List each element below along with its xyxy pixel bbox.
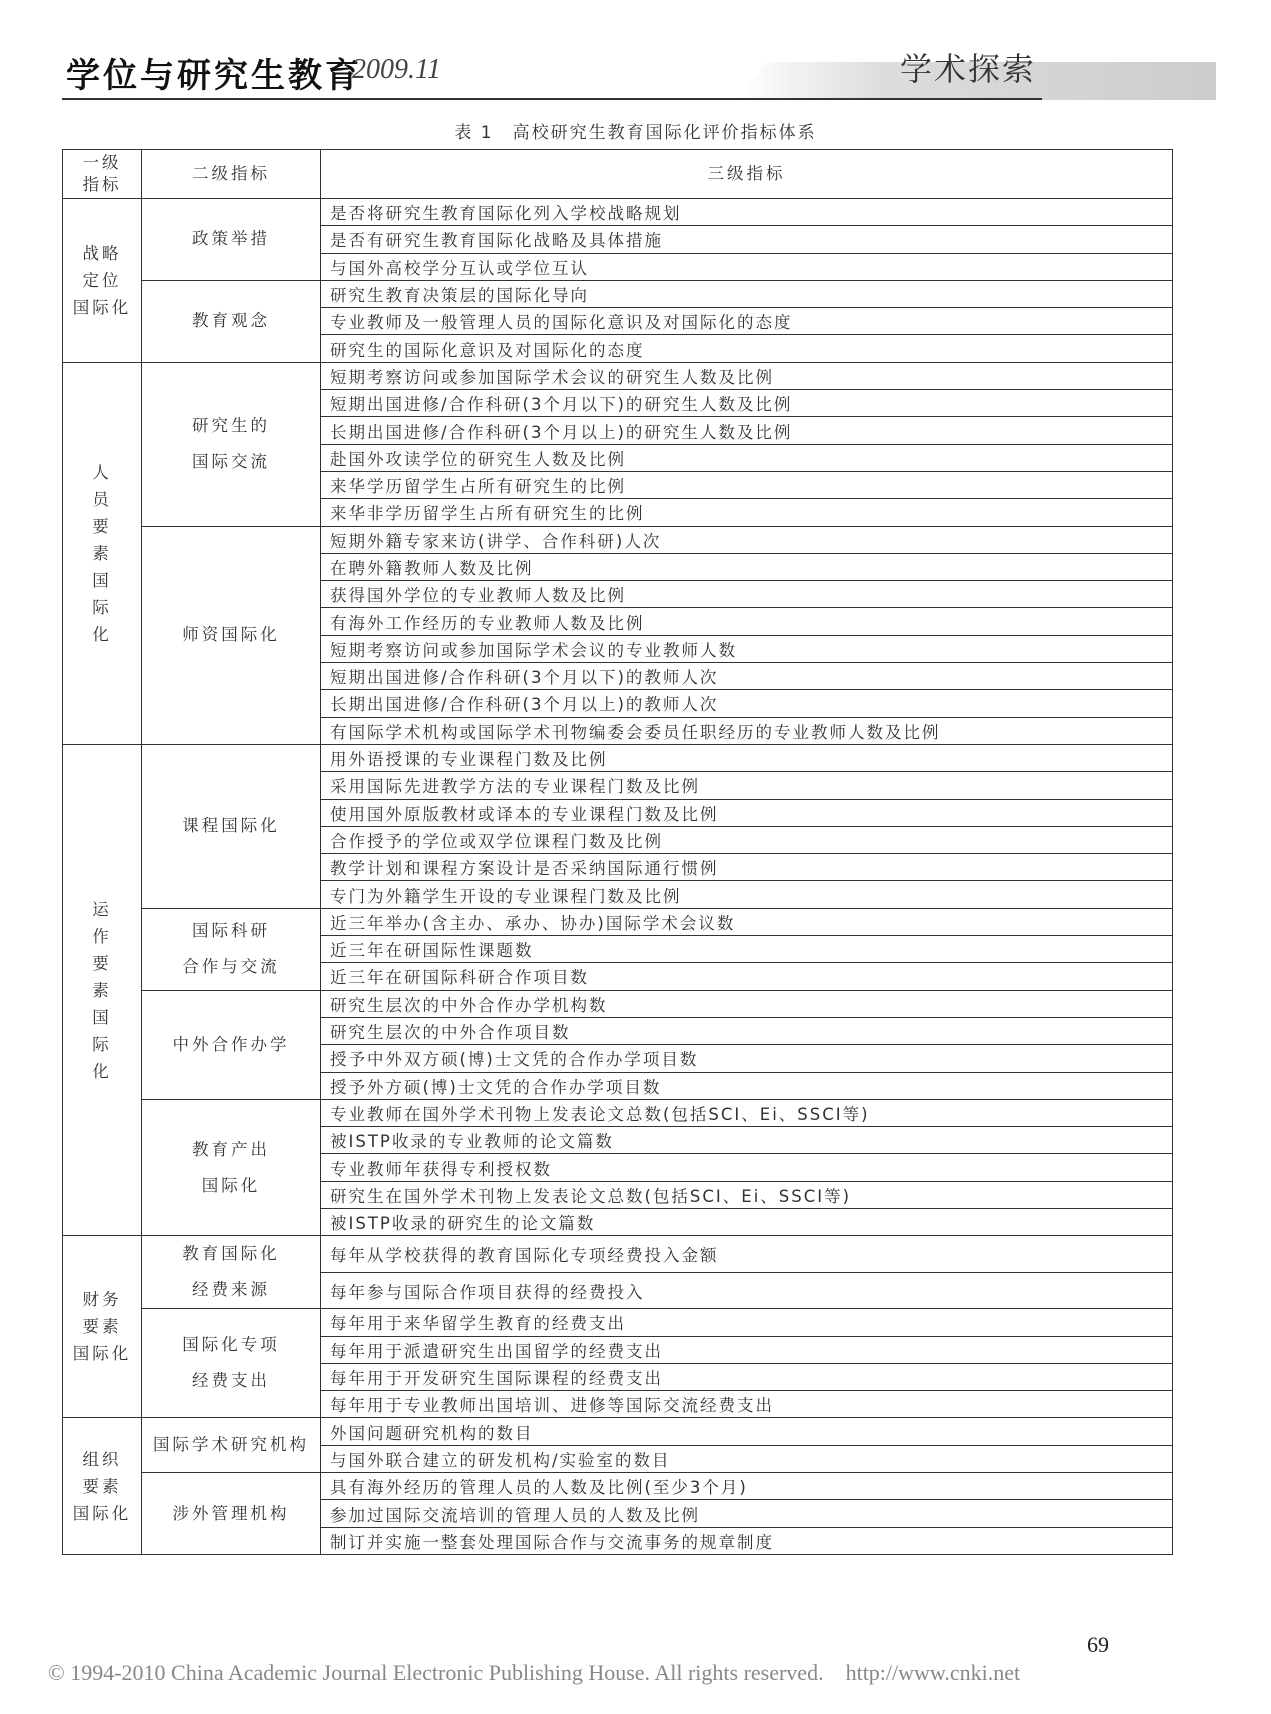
level3-indicator: 用外语授课的专业课程门数及比例: [321, 744, 1173, 771]
level3-indicator: 专业教师年获得专利授权数: [321, 1154, 1173, 1181]
level2-indicator: 国际科研 合作与交流: [142, 908, 321, 990]
level3-indicator: 短期考察访问或参加国际学术会议的专业教师人数: [321, 635, 1173, 662]
level3-indicator: 外国问题研究机构的数目: [321, 1418, 1173, 1445]
level3-indicator: 教学计划和课程方案设计是否采纳国际通行惯例: [321, 854, 1173, 881]
level3-indicator: 是否有研究生教育国际化战略及具体措施: [321, 226, 1173, 253]
level3-indicator: 与国外高校学分互认或学位互认: [321, 253, 1173, 280]
level2-indicator: 政策举措: [142, 199, 321, 281]
level3-indicator: 使用国外原版教材或译本的专业课程门数及比例: [321, 799, 1173, 826]
level2-indicator: 中外合作办学: [142, 990, 321, 1099]
level3-indicator: 研究生层次的中外合作办学机构数: [321, 990, 1173, 1017]
level3-indicator: 专业教师及一般管理人员的国际化意识及对国际化的态度: [321, 308, 1173, 335]
level2-indicator: 教育国际化 经费来源: [142, 1236, 321, 1309]
level1-indicator: 战略 定位 国际化: [63, 199, 142, 363]
table-row: [63, 280, 1173, 307]
copyright-text: © 1994-2010 China Academic Journal Electronic Publishing House. All rights reserved.: [48, 1660, 824, 1685]
table-row: [63, 1418, 1173, 1445]
level3-indicator: 研究生层次的中外合作项目数: [321, 1017, 1173, 1044]
table-row: [63, 1473, 1173, 1500]
level2-indicator: 教育产出 国际化: [142, 1099, 321, 1235]
section-title: 学术探索: [900, 50, 1037, 88]
col-header-level3: 三级指标: [321, 150, 1173, 199]
level3-indicator: 近三年在研国际性课题数: [321, 936, 1173, 963]
table-row: [63, 199, 1173, 226]
level3-indicator: 近三年在研国际科研合作项目数: [321, 963, 1173, 990]
table-row: [63, 1309, 1173, 1336]
issue-number: 2009.11: [352, 54, 441, 85]
level3-indicator: 专业教师在国外学术刊物上发表论文总数(包括SCI、Ei、SSCI等): [321, 1099, 1173, 1126]
level3-indicator: 近三年举办(含主办、承办、协办)国际学术会议数: [321, 908, 1173, 935]
level3-indicator: 每年用于派遣研究生出国留学的经费支出: [321, 1336, 1173, 1363]
level3-indicator: 每年用于来华留学生教育的经费支出: [321, 1309, 1173, 1336]
col-header-level1: 一级 指标: [63, 150, 142, 199]
table-row: [63, 990, 1173, 1017]
level1-indicator: 人 员 要 素 国 际 化: [63, 362, 142, 744]
level3-indicator: 每年从学校获得的教育国际化专项经费投入金额: [321, 1236, 1173, 1273]
level3-indicator: 专门为外籍学生开设的专业课程门数及比例: [321, 881, 1173, 908]
table-row: [63, 1099, 1173, 1126]
level2-indicator: 国际学术研究机构: [142, 1418, 321, 1473]
level2-indicator: 师资国际化: [142, 526, 321, 744]
level3-indicator: 合作授予的学位或双学位课程门数及比例: [321, 826, 1173, 853]
header-rule: [62, 98, 1042, 100]
table-body: [63, 199, 1173, 1555]
level3-indicator: 授予中外双方硕(博)士文凭的合作办学项目数: [321, 1045, 1173, 1072]
level3-indicator: 研究生的国际化意识及对国际化的态度: [321, 335, 1173, 362]
level3-indicator: 参加过国际交流培训的管理人员的人数及比例: [321, 1500, 1173, 1527]
level3-indicator: 研究生在国外学术刊物上发表论文总数(包括SCI、Ei、SSCI等): [321, 1181, 1173, 1208]
level3-indicator: 有海外工作经历的专业教师人数及比例: [321, 608, 1173, 635]
table-header-row: [63, 150, 1173, 199]
level3-indicator: 短期外籍专家来访(讲学、合作科研)人次: [321, 526, 1173, 553]
level3-indicator: 采用国际先进教学方法的专业课程门数及比例: [321, 772, 1173, 799]
level3-indicator: 具有海外经历的管理人员的人数及比例(至少3个月): [321, 1473, 1173, 1500]
level3-indicator: 短期出国进修/合作科研(3个月以下)的教师人次: [321, 663, 1173, 690]
level3-indicator: 来华非学历留学生占所有研究生的比例: [321, 499, 1173, 526]
level3-indicator: 每年用于开发研究生国际课程的经费支出: [321, 1363, 1173, 1390]
table-row: [63, 744, 1173, 771]
level3-indicator: 长期出国进修/合作科研(3个月以上)的研究生人数及比例: [321, 417, 1173, 444]
level3-indicator: 长期出国进修/合作科研(3个月以上)的教师人次: [321, 690, 1173, 717]
level3-indicator: 制订并实施一整套处理国际合作与交流事务的规章制度: [321, 1527, 1173, 1554]
site-url: http://www.cnki.net: [845, 1660, 1021, 1685]
level3-indicator: 短期出国进修/合作科研(3个月以下)的研究生人数及比例: [321, 390, 1173, 417]
level3-indicator: 在聘外籍教师人数及比例: [321, 553, 1173, 580]
table-row: [63, 908, 1173, 935]
level1-indicator: 组织 要素 国际化: [63, 1418, 142, 1554]
copyright-line: [48, 1660, 1020, 1686]
level3-indicator: 被ISTP收录的研究生的论文篇数: [321, 1208, 1173, 1235]
table-caption: 表 1 高校研究生教育国际化评价指标体系: [454, 123, 817, 143]
level3-indicator: 每年用于专业教师出国培训、进修等国际交流经费支出: [321, 1391, 1173, 1418]
indicator-table: [62, 149, 1173, 1555]
level2-indicator: 涉外管理机构: [142, 1473, 321, 1555]
journal-title: 学位与研究生教育: [66, 56, 362, 96]
level3-indicator: 与国外联合建立的研发机构/实验室的数目: [321, 1445, 1173, 1472]
level2-indicator: 课程国际化: [142, 744, 321, 908]
level3-indicator: 研究生教育决策层的国际化导向: [321, 280, 1173, 307]
table-row: [63, 1236, 1173, 1273]
table-row: [63, 362, 1173, 389]
table-row: [63, 526, 1173, 553]
col-header-level2: 二级指标: [142, 150, 321, 199]
level3-indicator: 授予外方硕(博)士文凭的合作办学项目数: [321, 1072, 1173, 1099]
level3-indicator: 每年参与国际合作项目获得的经费投入: [321, 1272, 1173, 1309]
level1-indicator: 财务 要素 国际化: [63, 1236, 142, 1418]
level2-indicator: 研究生的 国际交流: [142, 362, 321, 526]
level3-indicator: 被ISTP收录的专业教师的论文篇数: [321, 1127, 1173, 1154]
level1-indicator: 运 作 要 素 国 际 化: [63, 744, 142, 1235]
level3-indicator: 是否将研究生教育国际化列入学校战略规划: [321, 199, 1173, 226]
level2-indicator: 教育观念: [142, 280, 321, 362]
page-number: 69: [1087, 1632, 1109, 1657]
level3-indicator: 赴国外攻读学位的研究生人数及比例: [321, 444, 1173, 471]
level3-indicator: 获得国外学位的专业教师人数及比例: [321, 581, 1173, 608]
level3-indicator: 短期考察访问或参加国际学术会议的研究生人数及比例: [321, 362, 1173, 389]
level3-indicator: 有国际学术机构或国际学术刊物编委会委员任职经历的专业教师人数及比例: [321, 717, 1173, 744]
level2-indicator: 国际化专项 经费支出: [142, 1309, 321, 1418]
level3-indicator: 来华学历留学生占所有研究生的比例: [321, 471, 1173, 498]
